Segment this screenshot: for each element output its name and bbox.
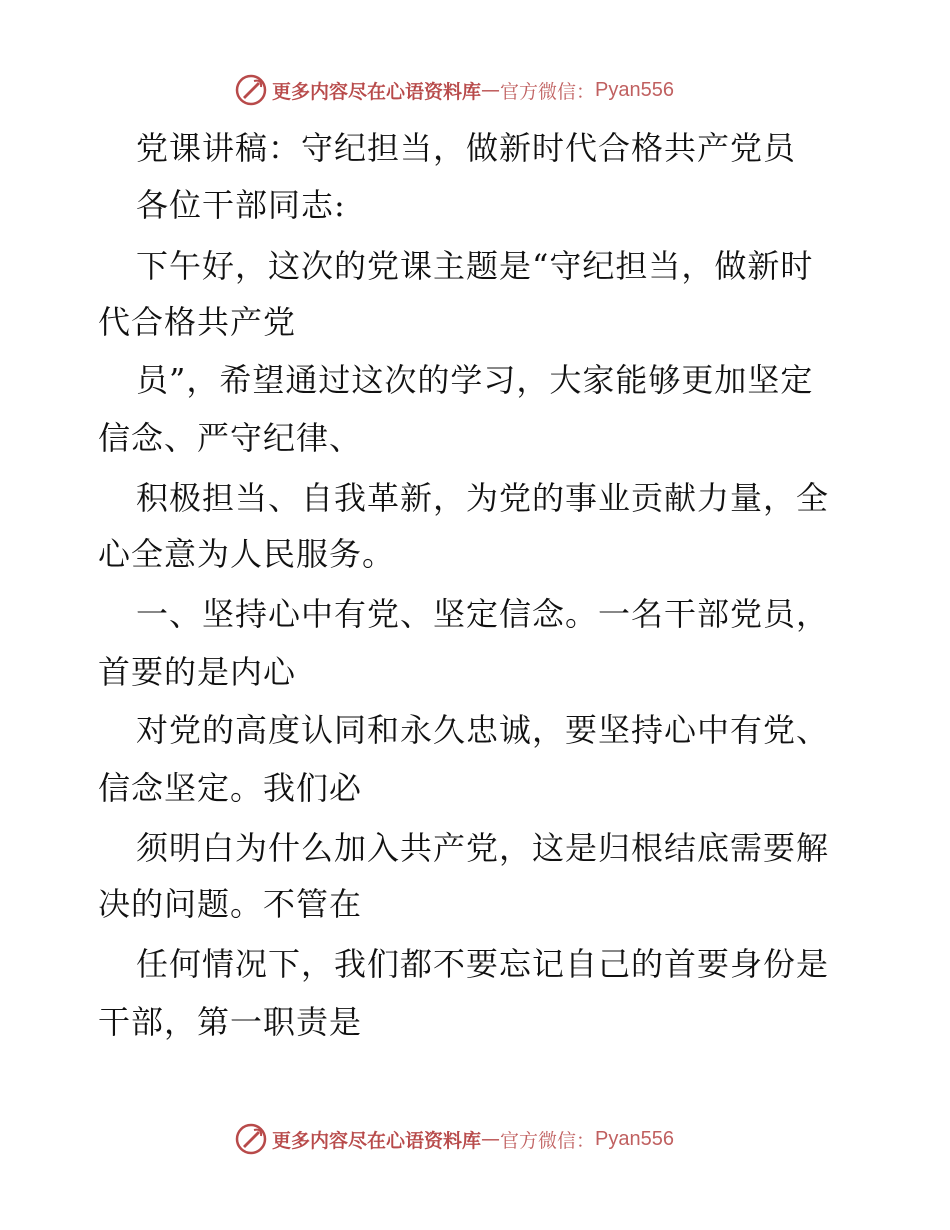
header-watermark bbox=[234, 73, 674, 107]
text-line: 须明白为什么加入共产党，这是归根结底需要解 bbox=[136, 829, 830, 867]
watermark-label: 官方微信： bbox=[500, 80, 596, 103]
salutation: 各位干部同志: bbox=[136, 186, 346, 224]
text-line: 对党的高度认同和永久忠诚，要坚持心中有党、 bbox=[136, 711, 830, 749]
text-line: 信念、严守纪律、 bbox=[98, 419, 363, 457]
text-line: 首要的是内心 bbox=[98, 653, 297, 691]
section-heading-line: 一、坚持心中有党、坚定信念。一名干部党员， bbox=[136, 595, 830, 633]
text-line: 下午好，这次的党课主题是“守纪担当，做新时 bbox=[136, 247, 814, 285]
text-line: 员”，希望通过这次的学习，大家能够更加坚定 bbox=[136, 361, 814, 399]
quill-seal-icon bbox=[234, 73, 268, 107]
watermark-dash: — bbox=[481, 1128, 501, 1150]
text-line: 心全意为人民服务。 bbox=[98, 535, 396, 573]
document-title: 党课讲稿：守纪担当，做新时代合格共产党员 bbox=[136, 129, 797, 167]
text-line: 信念坚定。我们必 bbox=[98, 769, 363, 807]
watermark-id: Pyan556 bbox=[595, 1127, 674, 1150]
watermark-main-text: 更多内容尽在心语资料库 bbox=[272, 1129, 482, 1152]
text-line: 决的问题。不管在 bbox=[98, 885, 363, 923]
watermark-dash: — bbox=[481, 79, 501, 101]
text-line: 干部，第一职责是 bbox=[98, 1003, 363, 1041]
text-line: 代合格共产党 bbox=[98, 303, 297, 341]
text-line: 积极担当、自我革新，为党的事业贡献力量，全 bbox=[136, 479, 830, 517]
watermark-id: Pyan556 bbox=[595, 78, 674, 101]
watermark-label: 官方微信： bbox=[500, 1129, 596, 1152]
quill-seal-icon bbox=[234, 1122, 268, 1156]
watermark-main-text: 更多内容尽在心语资料库 bbox=[272, 80, 482, 103]
text-line: 任何情况下，我们都不要忘记自己的首要身份是 bbox=[136, 945, 830, 983]
footer-watermark bbox=[234, 1122, 674, 1156]
